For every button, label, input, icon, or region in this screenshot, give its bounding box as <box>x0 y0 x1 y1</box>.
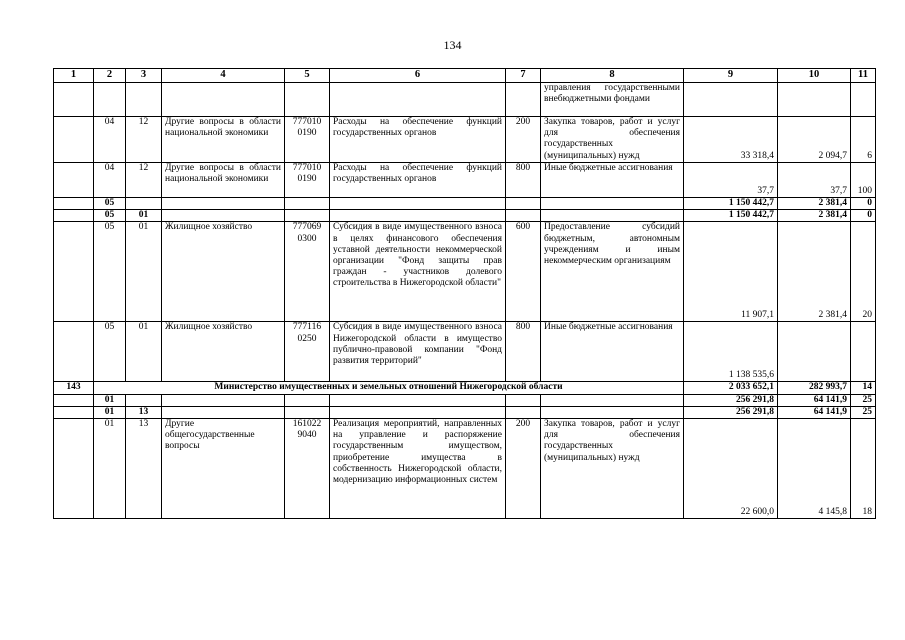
percent-cell: 100 <box>851 163 876 198</box>
table-row <box>54 222 876 322</box>
name-cell: Другие вопросы в области национальной экономики <box>162 117 285 163</box>
header-cell: 6 <box>330 69 506 83</box>
actual-value-cell <box>778 322 851 382</box>
percent-cell <box>851 322 876 382</box>
subsection-cell: 01 <box>126 322 162 382</box>
subsection-cell: 01 <box>126 210 162 222</box>
percent-cell: 18 <box>851 419 876 519</box>
type-code-cell: 200 <box>506 117 541 163</box>
actual-value-cell: 2 381,4 <box>778 198 851 210</box>
expense-type-cell: Иные бюджетные ассигнования <box>541 322 684 382</box>
plan-value-cell: 11 907,1 <box>684 222 778 322</box>
page-number: 134 <box>443 38 462 52</box>
subsection-cell: 12 <box>126 163 162 198</box>
name-cell: Другие общегосударственные вопросы <box>162 419 285 519</box>
target-code-cell: 777010 0190 <box>285 117 330 163</box>
header-cell: 2 <box>94 69 126 83</box>
plan-value-cell: 1 138 535,6 <box>684 322 778 382</box>
type-code-cell: 800 <box>506 322 541 382</box>
actual-value-cell: 2 381,4 <box>778 222 851 322</box>
actual-value-cell: 282 993,7 <box>778 382 851 394</box>
expense-type-cell: Закупка товаров, работ и услуг для обеспечения государственных (муниципальных) нужд <box>541 419 684 519</box>
description-cell: Субсидия в виде имущественного взноса в целях финансового обеспечения уставной деятельности некоммерческой организации "Фонд защиты прав граждан - участников долевого строительства в Нижегородской области" <box>330 222 506 322</box>
plan-value-cell: 1 150 442,7 <box>684 198 778 210</box>
section-cell: 05 <box>94 222 126 322</box>
budget-table <box>53 68 876 519</box>
header-cell: 7 <box>506 69 541 83</box>
header-cell: 3 <box>126 69 162 83</box>
section-cell: 05 <box>94 210 126 222</box>
actual-value-cell: 64 141,9 <box>778 394 851 406</box>
subsection-cell: 12 <box>126 117 162 163</box>
type-code-cell: 200 <box>506 419 541 519</box>
section-cell: 04 <box>94 117 126 163</box>
header-cell: 9 <box>684 69 778 83</box>
table-row <box>54 322 876 382</box>
expense-type-cell: Закупка товаров, работ и услуг для обеспечения государственных (муниципальных) нужд <box>541 117 684 163</box>
section-total-row <box>54 394 876 406</box>
header-cell: 11 <box>851 69 876 83</box>
description-cell: Субсидия в виде имущественного взноса Нижегородской области в имущество публично-правовой компании "Фонд развития территорий" <box>330 322 506 382</box>
target-code-cell: 777069 0300 <box>285 222 330 322</box>
plan-value-cell: 22 600,0 <box>684 419 778 519</box>
subsection-cell: 01 <box>126 222 162 322</box>
description-cell: Реализация мероприятий, направленных на управление и распоряжение государственным имуществом, приобретение имущества в собственность Нижегородской области, модернизацию информационных систем <box>330 419 506 519</box>
plan-value-cell: 33 318,4 <box>684 117 778 163</box>
target-code-cell: 777116 0250 <box>285 322 330 382</box>
percent-cell: 6 <box>851 117 876 163</box>
type-code-cell: 600 <box>506 222 541 322</box>
name-cell: Жилищное хозяйство <box>162 222 285 322</box>
section-cell: 04 <box>94 163 126 198</box>
percent-cell: 0 <box>851 210 876 222</box>
subsection-total-row <box>54 406 876 418</box>
table-row <box>54 419 876 519</box>
plan-value-cell: 37,7 <box>684 163 778 198</box>
description-cell: Расходы на обеспечение функций государственных органов <box>330 163 506 198</box>
percent-cell: 25 <box>851 394 876 406</box>
header-cell: 8 <box>541 69 684 83</box>
header-cell: 5 <box>285 69 330 83</box>
expense-type-cell: Иные бюджетные ассигнования <box>541 163 684 198</box>
section-cell: 01 <box>94 419 126 519</box>
actual-value-cell: 2 381,4 <box>778 210 851 222</box>
percent-cell: 20 <box>851 222 876 322</box>
table-row <box>54 83 876 117</box>
subsection-cell: 13 <box>126 419 162 519</box>
ministry-title-cell: Министерство имущественных и земельных отношений Нижегородской области <box>94 382 684 394</box>
expense-type-cell: Предоставление субсидий бюджетным, автономным учреждениям и иным некоммерческим организациям <box>541 222 684 322</box>
section-cell: 01 <box>94 406 126 418</box>
header-cell: 10 <box>778 69 851 83</box>
header-cell: 4 <box>162 69 285 83</box>
section-total-row <box>54 198 876 210</box>
subsection-cell: 13 <box>126 406 162 418</box>
target-code-cell: 161022 9040 <box>285 419 330 519</box>
table-row <box>54 163 876 198</box>
expense-type-cell: управления государственными внебюджетными фондами <box>541 83 684 117</box>
section-cell: 05 <box>94 322 126 382</box>
header-cell: 1 <box>54 69 94 83</box>
name-cell: Жилищное хозяйство <box>162 322 285 382</box>
actual-value-cell: 64 141,9 <box>778 406 851 418</box>
plan-value-cell: 1 150 442,7 <box>684 210 778 222</box>
section-cell: 01 <box>94 394 126 406</box>
ministry-code-cell: 143 <box>54 382 94 394</box>
percent-cell: 0 <box>851 198 876 210</box>
percent-cell: 25 <box>851 406 876 418</box>
target-code-cell: 777010 0190 <box>285 163 330 198</box>
header-row <box>54 69 876 83</box>
actual-value-cell: 37,7 <box>778 163 851 198</box>
section-cell: 05 <box>94 198 126 210</box>
description-cell: Расходы на обеспечение функций государственных органов <box>330 117 506 163</box>
name-cell: Другие вопросы в области национальной экономики <box>162 163 285 198</box>
percent-cell: 14 <box>851 382 876 394</box>
actual-value-cell: 4 145,8 <box>778 419 851 519</box>
plan-value-cell: 256 291,8 <box>684 394 778 406</box>
type-code-cell: 800 <box>506 163 541 198</box>
actual-value-cell: 2 094,7 <box>778 117 851 163</box>
table-row <box>54 117 876 163</box>
ministry-total-row <box>54 382 876 394</box>
plan-value-cell: 2 033 652,1 <box>684 382 778 394</box>
plan-value-cell: 256 291,8 <box>684 406 778 418</box>
subsection-total-row <box>54 210 876 222</box>
